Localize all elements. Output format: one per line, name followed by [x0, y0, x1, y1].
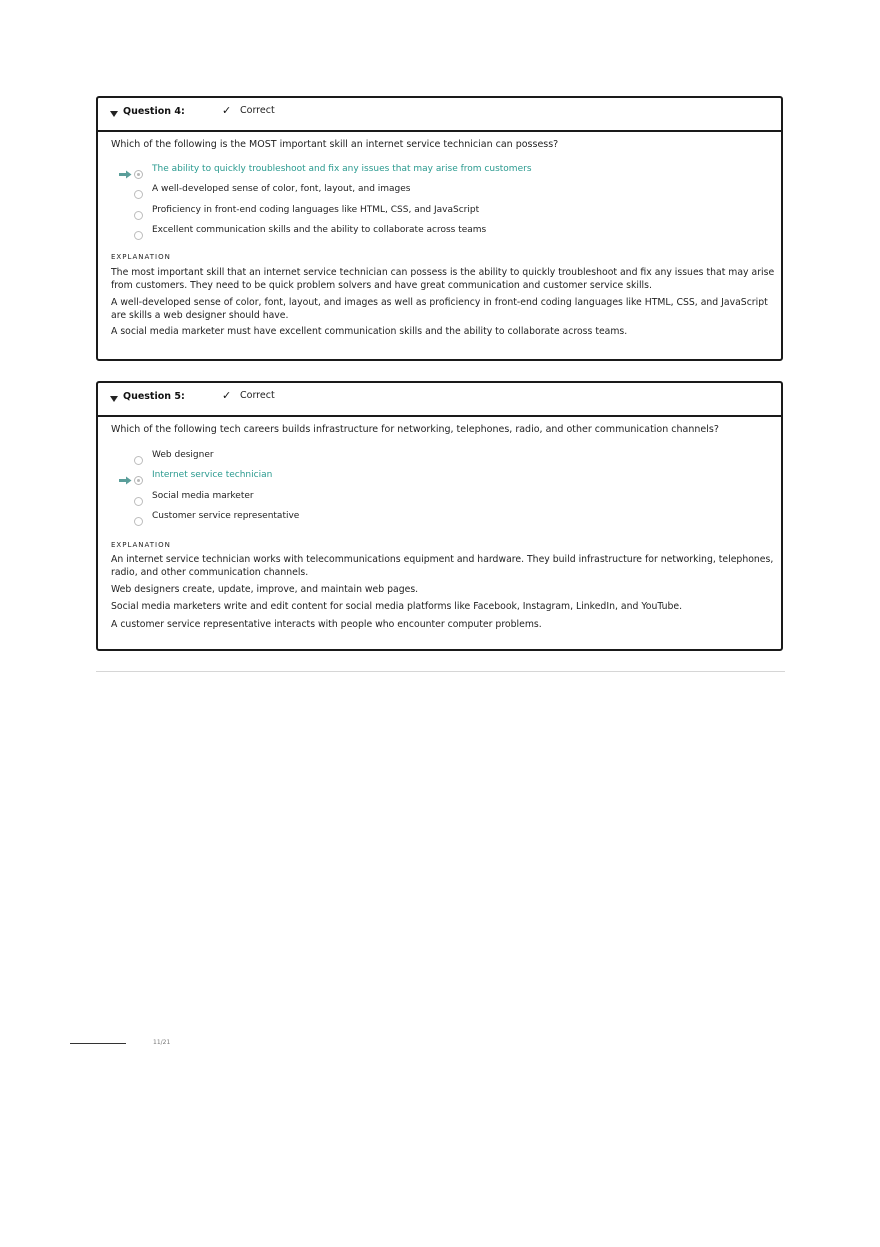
explanation-paragraph: Web designers create, update, improve, and maintain web pages.	[111, 584, 419, 595]
answer-option[interactable]	[98, 184, 758, 202]
answer-option[interactable]	[98, 450, 758, 468]
question-card	[96, 96, 783, 361]
divider	[96, 671, 785, 672]
option-label: A well-developed sense of color, font, layout, and images	[152, 184, 411, 194]
question-title: Question 4:	[123, 106, 185, 117]
option-label: Web designer	[152, 450, 214, 460]
radio-icon[interactable]	[134, 517, 143, 526]
explanation-paragraph: A customer service representative interacts with people who encounter computer problems.	[111, 619, 542, 630]
radio-icon[interactable]	[134, 231, 143, 240]
page-number: 11/21	[153, 1039, 171, 1046]
answer-option[interactable]	[98, 511, 758, 529]
option-label: Customer service representative	[152, 511, 300, 521]
question-prompt: Which of the following is the MOST important skill an internet service technician can possess?	[111, 139, 559, 150]
arrow-right-icon	[119, 170, 132, 179]
option-label: Excellent communication skills and the ability to collaborate across teams	[152, 225, 487, 235]
option-label: Social media marketer	[152, 491, 254, 501]
caret-down-icon[interactable]	[110, 396, 118, 402]
status-text: Correct	[240, 105, 275, 116]
question-card	[96, 381, 783, 651]
question-title: Question 5:	[123, 391, 185, 402]
option-label: Internet service technician	[152, 470, 273, 480]
answer-option[interactable]	[98, 225, 758, 243]
radio-icon[interactable]	[134, 497, 143, 506]
explanation-heading: EXPLANATION	[111, 541, 171, 549]
explanation-paragraph: Social media marketers write and edit content for social media platforms like Facebook, Instagram, LinkedIn, and YouTube.	[111, 601, 683, 612]
answer-option[interactable]	[98, 470, 758, 488]
explanation-paragraph: A social media marketer must have excellent communication skills and the ability to collaborate across teams.	[111, 326, 628, 337]
answer-option[interactable]	[98, 205, 758, 223]
radio-icon[interactable]	[134, 190, 143, 199]
explanation-paragraph: A well-developed sense of color, font, layout, and images as well as proficiency in front-end coding languages like HTML, CSS, and JavaScript are skills a web designer should have.	[111, 297, 768, 321]
footer-rule	[70, 1043, 126, 1044]
caret-down-icon[interactable]	[110, 111, 118, 117]
checkmark-icon: ✓	[222, 389, 232, 402]
explanation-heading: EXPLANATION	[111, 253, 171, 261]
explanation-paragraph: An internet service technician works with telecommunications equipment and hardware. They build infrastructure for networking, telephones, radio, and other communication channels.	[111, 554, 774, 578]
question-header[interactable]	[98, 383, 781, 417]
question-header[interactable]	[98, 98, 781, 132]
option-label: The ability to quickly troubleshoot and fix any issues that may arise from customers	[152, 164, 532, 174]
arrow-right-icon	[119, 476, 132, 485]
checkmark-icon: ✓	[222, 104, 232, 117]
answer-option[interactable]	[98, 164, 758, 182]
radio-icon[interactable]	[134, 476, 143, 485]
question-prompt: Which of the following tech careers builds infrastructure for networking, telephones, radio, and other communication channels?	[111, 424, 719, 435]
option-label: Proficiency in front-end coding languages like HTML, CSS, and JavaScript	[152, 205, 480, 215]
radio-icon[interactable]	[134, 456, 143, 465]
status-text: Correct	[240, 390, 275, 401]
radio-icon[interactable]	[134, 211, 143, 220]
explanation-paragraph: The most important skill that an internet service technician can possess is the ability to quickly troubleshoot and fix any issues that may arise from customers. They need to be quick problem solvers and have great communication and customer service skills.	[111, 267, 775, 291]
radio-icon[interactable]	[134, 170, 143, 179]
answer-option[interactable]	[98, 491, 758, 509]
